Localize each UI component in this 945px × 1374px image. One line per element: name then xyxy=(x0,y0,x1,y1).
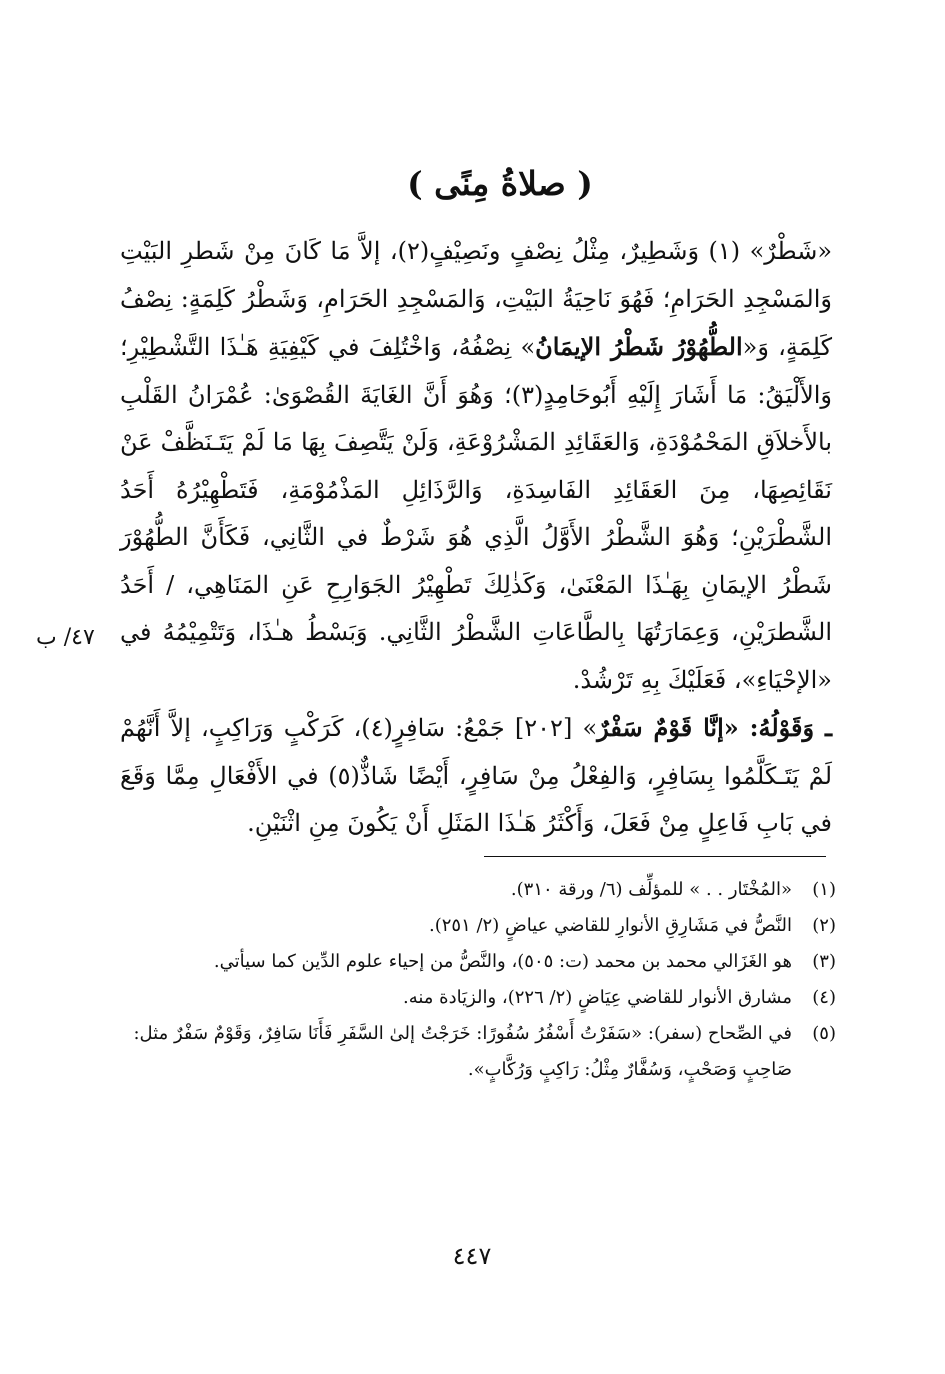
paragraph-2-lead: ـ وَقَوْلُهُ: « xyxy=(723,713,833,742)
manuscript-folio-note: ٤٧/ ب xyxy=(36,625,95,650)
footnote-text: «المُخْتَار . . » للمؤلِّف (٦/ ورقة ٣١٠). xyxy=(510,879,792,900)
paragraph-1 xyxy=(120,228,832,704)
footnote-text: مشارق الأنوار للقاضي عِيَاضٍ (٢/ ٢٢٦)، والزيَادة منه. xyxy=(402,987,792,1008)
paragraph-2-part-3: » [٢٠٢] جَمْعُ: سَافِرٍ(٤)، كَرَكْبٍ وَرَاكِبٍ، إلاَّ أَنَّهُمْ لَمْ يَتَـكَلَّمُوا بِسَافِرٍ، وَالفِعْلُ مِنْ سَافِرٍ، أَيْضًا شَاذٌّ(٥) في الأَفْعَالِ مِمَّا وَقَعَ في بَابِ فَاعِلٍ مِنْ فَعَلَ، وَأَكْثَرُ هَـٰذَا المَثَلِ أَنْ يَكُونَ مِنِ اثْنَيْنِ. xyxy=(120,714,833,837)
section-title: ( صلاةُ مِنًى ) xyxy=(407,164,593,203)
footnote-number: (١) xyxy=(812,879,836,900)
paragraph-1-part-1: «شَطْرٌ» (١) وَشَطِيرٌ، مِثْلُ نِصْفٍ ونَصِيْفٍ(٢)، إلاَّ مَا كَانَ مِنْ شَطرِ البَيْتِ وَالمَسْجِدِ الحَرَامِ؛ فَهُوَ نَاحِيَةُ البَيْتِ، وَالمَسْجِدِ الحَرَامِ، وَشَطْرُ كَلِمَةٍ: نِصْفُ كَلِمَةٍ، وَ« xyxy=(120,237,833,361)
footnote-item xyxy=(120,872,836,908)
hadith-quote-tahur: الطُّهُوْرُ شَطْرُ الإيمَانُ xyxy=(535,332,743,361)
paragraph-2 xyxy=(120,704,832,848)
footnote-text: النَّصُّ في مَشَارِقِ الأنوارِ للقاضي عياضٍ (٢/ ٢٥١). xyxy=(428,915,792,936)
footnote-text: في الصِّحاح (سفر): «سَفَرْتُ أَسْفُرُ سُفُورًا: خَرَجْتُ إلىٰ السَّفَرِ فَأَنَا سَافِرٌ، وَقَوْمٌ سَفْرٌ مثل: صَاحِبٍ وَصَحْبٍ، وَسُفَّارٌ مِثْلُ: رَاكِبٍ وَرُكَّابٍ». xyxy=(133,1023,792,1080)
page-number: ٤٤٧ xyxy=(452,1242,492,1270)
footnote-item xyxy=(120,980,836,1016)
footnote-number: (٣) xyxy=(812,951,836,972)
footnote-item xyxy=(120,944,836,980)
footnotes xyxy=(120,872,836,1088)
footnote-separator xyxy=(484,856,826,857)
hadith-quote-safr: إنَّا قَوْمٌ سَفْرٌ xyxy=(597,713,724,742)
main-text xyxy=(120,228,832,848)
footnote-number: (٥) xyxy=(812,1023,836,1044)
footnote-number: (٢) xyxy=(812,915,836,936)
footnote-number: (٤) xyxy=(812,987,836,1008)
footnote-item xyxy=(120,1016,836,1088)
footnote-item xyxy=(120,908,836,944)
paragraph-1-part-3: » نِصْفُهُ، وَاخْتُلِفَ في كَيْفِيَةِ هَـٰذَا التَّشْطِيْرِ؛ وَالأَلْيَقُ: مَا أَشَارَ إِلَيْهِ أَبُوحَامِدٍ(٣)؛ وَهُوَ أَنَّ الغَايَةَ القُصْوَىٰ: عُمْرَانُ القَلْبِ بالأَخلاَقِ المَحْمُوْدَةِ، وَالعَقَائِدِ المَشْرُوْعَةِ، وَلَنْ يَتَّصِفَ بِهَا مَا لَمْ يَتَـنَظَّفْ عَنْ نَقَائِصِهَا، مِنَ العَقَائِدِ الفَاسِدَةِ، وَالرَّذَائِلِ المَذْمُوْمَةِ، فَتَطْهِيْرُهُ أَحَدُ الشَّطْرَيْنِ؛ وَهُوَ الشَّطْرُ الأَوَّلُ الَّذِي هُوَ شَرْطٌ في الثَّانِي، فَكَأَنَّ الطُّهُوْرَ شَطْرُ الإيمَانِ بِهَـٰذَا المَعْنَىٰ، وَكَذٰلِكَ تَطْهِيْرُ الجَوَارِحِ عَنِ المَنَاهِي، / أَحَدُ الشَّطرَيْنِ، وَعِمَارَتُهَا بِالطَّاعَاتِ الشَّطْرُ الثَّانِي. وَبَسْطُ هـٰذَا، وَتَتْمِيْمُهُ في «الإحْيَاءِ»، فَعَلَيْكَ بِهِ تَرْشُدْ. xyxy=(120,333,833,694)
footnote-text: هو الغَزَالي محمد بن محمد (ت: ٥٠٥)، والنَّصُّ من إحياء علوم الدِّين كما سيأتي. xyxy=(213,951,792,972)
